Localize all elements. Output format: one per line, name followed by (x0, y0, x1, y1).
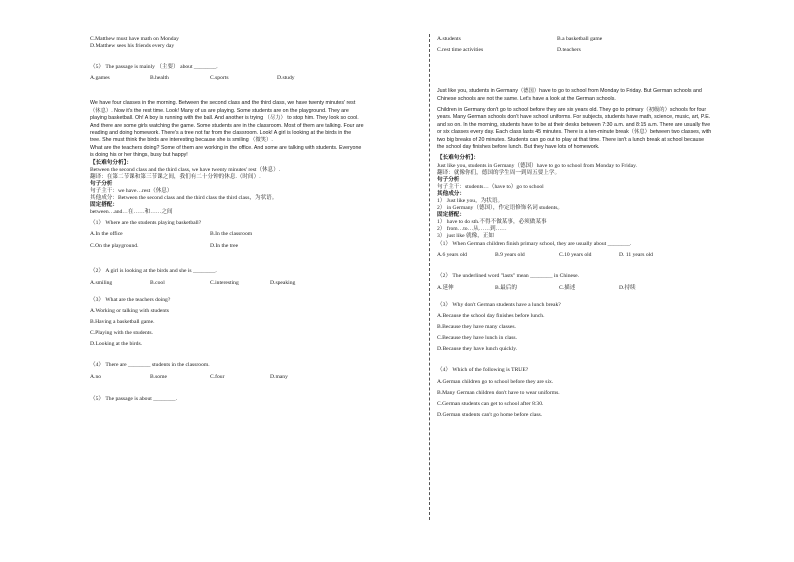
options-row (90, 374, 420, 381)
option: C.Playing with the students. (90, 330, 153, 337)
analysis-subtitle: 固定搭配： (90, 202, 118, 209)
option: C.interesting (210, 279, 239, 286)
question-stem: （2） A girl is looking at the birds and she is ________. (90, 267, 217, 274)
analysis-translation: 翻译：在第二节课和第三节课之间，我们有二十分钟的休息.（时间）. (90, 173, 261, 180)
option: C.four (210, 374, 225, 381)
question-stem: （5） The passage is mainly （主要） about ________. (90, 64, 218, 71)
option: D. 11 years old (619, 251, 653, 258)
passage-line: Just like you, students in Germany（德国）have to go to school from Monday to Friday. But German schools and (437, 88, 702, 95)
question-stem: （4） Which of the following is TRUE? (437, 367, 529, 374)
passage-line: reading and doing homework. There's a tree not far from the classroom. Look! A girl is looking at the birds in the (90, 130, 352, 136)
analysis-sentence: Just like you, students in Germany（德国）have to go to school from Monday to Friday. (437, 162, 637, 169)
option: C.rest time activities (437, 47, 484, 54)
question-stem: （5） The passage is about ________. (90, 395, 178, 402)
option: C.Because they have lunch in class. (437, 335, 517, 342)
option: A.6 years old (437, 251, 467, 258)
option: A.students (437, 36, 461, 42)
analysis-subtitle: 其他成分： (437, 190, 465, 197)
analysis-other: 2） in Germany（德国），作定语修饰名词 students。 (437, 205, 564, 212)
passage-line: two big breaks of 20 minutes. Students can go out to play at that time. There isn't a lunch break at school because (437, 136, 705, 143)
analysis-phrase: 3） just like 就像，正如 (437, 233, 495, 240)
passage-line: Children in Germany don't go to school before they are six years old. They go to primary（初级的）schools for four (437, 107, 707, 113)
left-column (90, 36, 420, 403)
option: C.描述 (559, 284, 576, 291)
option: D.Because they have lunch quickly. (437, 346, 518, 353)
option: D.teachers (557, 47, 581, 54)
option: C.On the playground. (90, 242, 139, 249)
options-row (90, 75, 420, 82)
option: B.cool (150, 279, 165, 286)
option: B.最后的 (495, 284, 517, 291)
passage-line: tree. She must think the birds are interesting because she is smiling （微笑）. (90, 137, 273, 144)
analysis-sentence: Between the second class and the third class, we have twenty minutes' rest（休息）. (90, 166, 281, 173)
option: A.games (90, 75, 110, 82)
options-row (437, 285, 727, 292)
option-line: D.Matthew sees his friends every day (90, 43, 175, 50)
option: D.In the tree (210, 242, 239, 249)
options-row (437, 252, 727, 259)
analysis-heading: 【长难句分析】： (90, 159, 132, 166)
option-line: C.Matthew must have math on Monday (90, 36, 179, 42)
option: A.no (90, 374, 102, 381)
sentence-analysis (90, 160, 420, 217)
option: B.In the classroom (210, 231, 253, 238)
analysis-other: 1） Just like you，为状语。 (437, 198, 504, 204)
passage-line: years. Many German schools don't have school uniforms. For subjects, students have math, science, music, art, P.E. (437, 114, 711, 121)
question-stem: （3） Why don't German students have a lunch break? (437, 301, 561, 308)
passage-line: is doing his or her things, busy but happy! (90, 152, 188, 159)
passage-line: What are the teachers doing? Some of them are working in the office. And some are talking with students. Everyone (90, 144, 362, 151)
reading-passage (437, 88, 727, 151)
passage-line: playing basketball. Oh! A boy is running with the ball. And another is trying （尽力） to stop him. They look so cool. (90, 115, 359, 122)
passage-line: and so on. In the morning, students have to be at their desks between 7:30 a.m. and 8:15 a.m. There are usually five (437, 121, 711, 128)
option: A.German children go to school before they are six. (437, 378, 554, 385)
option: B.Having a basketball game. (90, 319, 155, 326)
option: B.a basketball game (557, 36, 603, 42)
option: B.9 years old (495, 251, 525, 258)
question-stem: （4） There are ________ students in the classroom. (90, 362, 210, 369)
option: D.many (270, 374, 288, 381)
analysis-subtitle: 句子分析 (90, 180, 113, 187)
analysis-phrase: between…and…在……和……之间 (90, 209, 173, 216)
passage-line: We have four classes in the morning. Between the second class and the third class, we have twenty minutes' rest (90, 100, 356, 107)
passage-line: （休息）. Now it's the rest time. Look! Many of us are playing. Some students are on the playground. They are (90, 107, 349, 114)
option: C.German students can get to school after 8:30. (437, 400, 544, 407)
passage-line: And there are some girls watching the game. Some students are in the classroom. Most of them are talking. Four are (90, 122, 364, 129)
analysis-subtitle: 固定搭配： (437, 212, 465, 219)
right-column (437, 36, 727, 419)
question-stem: （2） The underlined word "lasts" mean ________ in Chinese. (437, 272, 580, 279)
option: A.Working or talking with students (90, 307, 169, 314)
option: B.Many German children don't have to wear uniforms. (437, 389, 560, 396)
options-row (90, 280, 420, 287)
passage-line: Chinese schools are not the same. Let's have a look at the German schools. (437, 95, 616, 102)
option: D.speaking (270, 279, 296, 286)
option: B.some (150, 374, 167, 381)
option: C.10 years old (559, 251, 592, 258)
analysis-phrase: 2） from…to…从……到…… (437, 226, 507, 233)
option: D.持续 (619, 284, 636, 291)
passage-line: or six classes every day. Each class lasts 45 minutes. There is a ten-minute break（休息）between two classes, with (437, 129, 712, 136)
sentence-analysis (437, 155, 727, 240)
reading-passage (90, 100, 420, 159)
option: B.health (150, 75, 169, 82)
option: D.Looking at the birds. (90, 341, 143, 348)
question-stem: （1） Where are the students playing basketball? (90, 220, 202, 227)
analysis-phrase: 1） have to do sth.不得不做某事，必须做某事 (437, 219, 547, 226)
analysis-main: 句子主干：we have…rest（休息） (90, 188, 173, 194)
option: A.Because the school day finishes before lunch. (437, 313, 545, 320)
option: D.study (277, 75, 295, 82)
option: A.延伸 (437, 284, 454, 291)
analysis-main: 句子主干：students…（have to）go to school (437, 183, 544, 190)
analysis-heading: 【长难句分析】： (437, 155, 479, 162)
analysis-other: 其他成分：Between the second class and the third class the third class，为状语。 (90, 195, 278, 202)
question-stem: （1） When German children finish primary school, they are usually about ________. (437, 240, 632, 247)
option: A.In the office (90, 231, 123, 238)
passage-line: the school day finishes before lunch. But they have lots of homework. (437, 144, 600, 151)
option: A.smiling (90, 279, 113, 286)
option: B.Because they have many classes. (437, 324, 516, 331)
question-stem: （3） What are the teachers doing? (90, 296, 171, 303)
option: C.sports (210, 75, 229, 82)
analysis-subtitle: 句子分析 (437, 176, 460, 183)
analysis-translation: 翻译：就像你们，德国的学生周一到周五要上学。 (437, 169, 561, 176)
option: D.German students can't go home before class. (437, 411, 543, 418)
column-divider (429, 34, 430, 520)
